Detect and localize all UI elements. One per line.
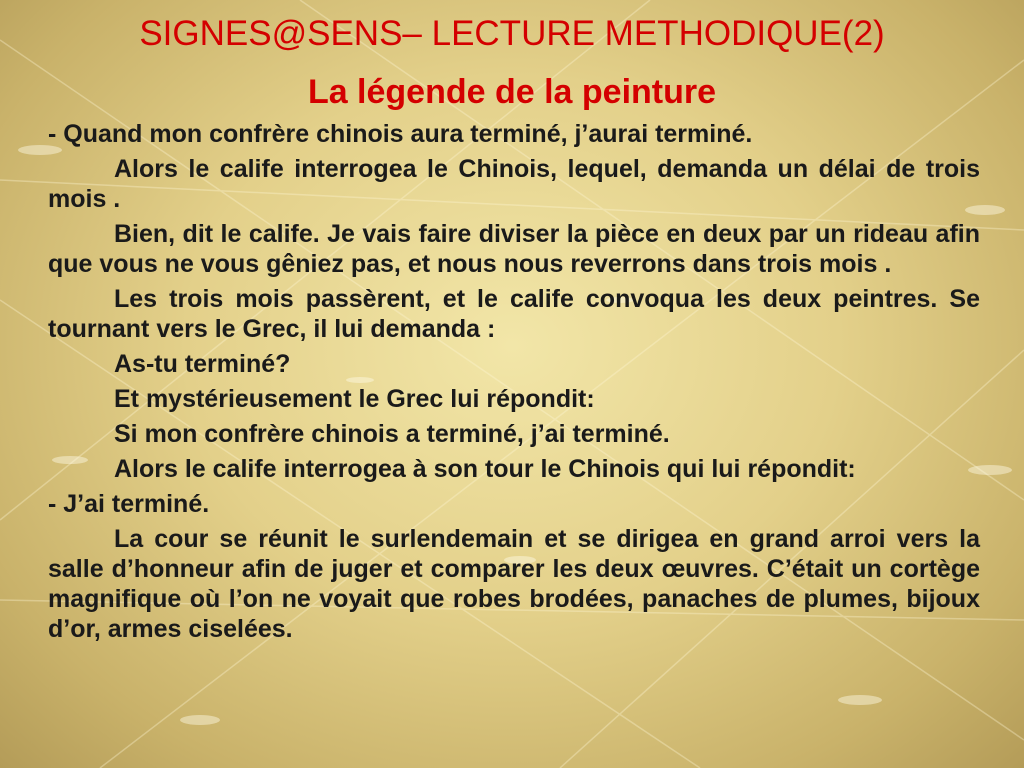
- paragraph: - Quand mon confrère chinois aura terminé, j’aurai terminé.: [48, 120, 753, 148]
- paragraph: Bien, dit le calife. Je vais faire diviser la pièce en deux par un rideau afin que vous ne vous gêniez pas, et nous nous reverrons dans trois mois .: [48, 220, 980, 278]
- paragraph: Et mystérieusement le Grec lui répondit:: [114, 385, 595, 413]
- paragraph: Alors le calife interrogea à son tour le Chinois qui lui répondit:: [114, 455, 856, 483]
- paragraph: Les trois mois passèrent, et le calife convoqua les deux peintres. Se tournant vers le Grec, il lui demanda :: [48, 285, 980, 343]
- slide-body: [48, 119, 980, 649]
- paragraph: La cour se réunit le surlendemain et se dirigea en grand arroi vers la salle d’honneur afin de juger et comparer les deux œuvres. C’était un cortège magnifique où l’on ne voyait que robes brodées, panaches de plumes, bijoux d’or, armes ciselées.: [48, 525, 980, 643]
- paragraph: - J’ai terminé.: [48, 490, 210, 518]
- paragraph: Si mon confrère chinois a terminé, j’ai terminé.: [114, 420, 670, 448]
- paragraph: Alors le calife interrogea le Chinois, lequel, demanda un délai de trois mois .: [48, 155, 980, 213]
- slide-title: SIGNES@SENS– LECTURE METHODIQUE(2): [139, 14, 885, 53]
- slide-subtitle: La légende de la peinture: [307, 73, 717, 111]
- paragraph: As-tu terminé?: [114, 350, 291, 378]
